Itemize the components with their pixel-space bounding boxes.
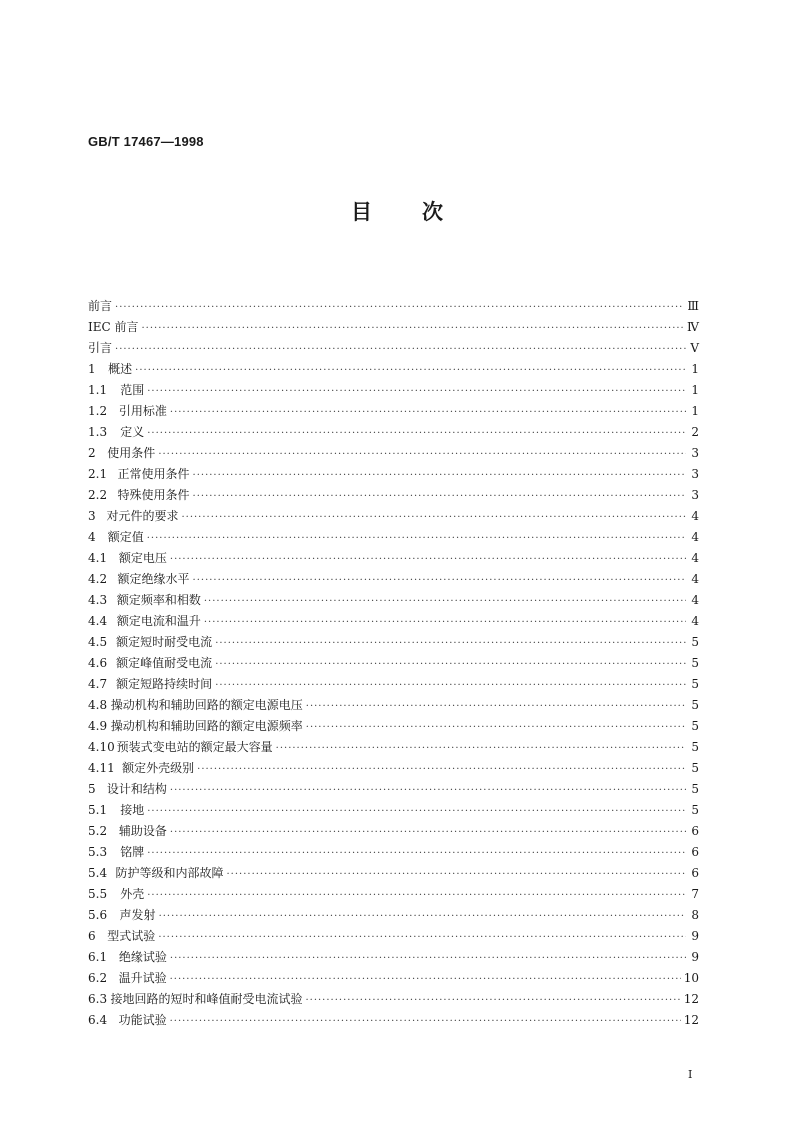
toc-dot-leader <box>115 339 686 360</box>
toc-dot-leader <box>193 570 686 591</box>
toc-dot-leader <box>170 402 686 423</box>
toc-entry-number: 2 <box>88 446 96 460</box>
toc-entry-number: 5.4 <box>88 866 108 880</box>
toc-dot-leader <box>147 528 686 549</box>
toc-entry-number: 5.1 <box>88 803 108 817</box>
toc-entry-page: Ⅳ <box>687 320 699 334</box>
toc-dot-leader <box>170 1011 681 1032</box>
toc-dot-leader <box>215 675 686 696</box>
toc-dot-leader <box>204 591 686 612</box>
toc-entry-number: 4.9 <box>88 719 108 733</box>
toc-entry-label: 辅助设备 <box>118 824 167 838</box>
toc-entry-number: 4.1 <box>88 551 108 565</box>
toc-entry-label: 概述 <box>108 362 133 376</box>
toc-entry-page: 6 <box>691 866 699 880</box>
toc-entry-page: 4 <box>691 572 699 586</box>
toc-entry[interactable] <box>88 989 699 1010</box>
toc-entry-label: 引言 <box>88 341 113 355</box>
toc-entry-page: 5 <box>691 698 699 712</box>
toc-entry[interactable] <box>88 590 699 611</box>
toc-entry-number: 3 <box>88 509 96 523</box>
toc-entry[interactable] <box>88 359 699 380</box>
toc-entry[interactable] <box>88 632 699 653</box>
toc-entry-number: 6.1 <box>88 950 108 964</box>
toc-entry[interactable] <box>88 863 699 884</box>
toc-entry-label: 外壳 <box>120 887 145 901</box>
toc-entry[interactable] <box>88 926 699 947</box>
toc-entry-number: 6 <box>88 929 96 943</box>
toc-entry-label: IEC 前言 <box>88 320 139 334</box>
toc-entry[interactable] <box>88 548 699 569</box>
toc-entry-label: 额定短时耐受电流 <box>116 635 213 649</box>
toc-entry-number: 6.2 <box>88 971 108 985</box>
toc-entry-label: 设计和结构 <box>106 782 167 796</box>
toc-entry-label: 额定频率和相数 <box>116 593 201 607</box>
toc-entry-page: 6 <box>691 845 699 859</box>
toc-entry-page: 8 <box>691 908 699 922</box>
toc-entry-label: 型式试验 <box>107 929 156 943</box>
toc-dot-leader <box>215 654 686 675</box>
toc-entry[interactable] <box>88 296 699 317</box>
toc-entry[interactable] <box>88 800 699 821</box>
toc-entry-page: 5 <box>691 677 699 691</box>
toc-entry-page: 10 <box>683 971 699 985</box>
toc-entry-label: 引用标准 <box>118 404 167 418</box>
toc-entry-label: 额定短路持续时间 <box>116 677 213 691</box>
toc-dot-leader <box>170 948 686 969</box>
toc-entry-page: 12 <box>683 992 699 1006</box>
toc-entry[interactable] <box>88 695 699 716</box>
toc-dot-leader <box>158 444 686 465</box>
toc-entry-page: 5 <box>691 635 699 649</box>
toc-entry-number: 4.10 <box>88 740 115 754</box>
toc-entry-label: 温升试验 <box>118 971 167 985</box>
page-title: 目次 <box>351 200 493 224</box>
toc-dot-leader <box>276 738 686 759</box>
toc-entry-page: 5 <box>691 803 699 817</box>
toc-entry-number: 5 <box>88 782 96 796</box>
toc-dot-leader <box>147 381 686 402</box>
toc-dot-leader <box>193 465 686 486</box>
toc-entry-number: 2.2 <box>88 488 108 502</box>
toc-entry-page: 3 <box>691 467 699 481</box>
toc-entry[interactable] <box>88 527 699 548</box>
toc-dot-leader <box>158 927 686 948</box>
toc-entry[interactable] <box>88 842 699 863</box>
toc-dot-leader <box>142 318 685 339</box>
toc-entry[interactable] <box>88 821 699 842</box>
toc-entry[interactable] <box>88 317 699 338</box>
toc-entry-label: 使用条件 <box>107 446 156 460</box>
toc-entry[interactable] <box>88 506 699 527</box>
toc-dot-leader <box>306 717 686 738</box>
toc-entry-label: 额定电流和温升 <box>116 614 201 628</box>
toc-entry[interactable] <box>88 1010 699 1031</box>
toc-entry[interactable] <box>88 716 699 737</box>
toc-entry[interactable] <box>88 464 699 485</box>
toc-dot-leader <box>170 780 686 801</box>
toc-entry-label: 额定绝缘水平 <box>117 572 190 586</box>
toc-entry-number: 4.6 <box>88 656 108 670</box>
toc-entry-label: 额定峰值耐受电流 <box>116 656 213 670</box>
toc-entry-page: 9 <box>691 950 699 964</box>
toc-entry[interactable] <box>88 968 699 989</box>
toc-entry-label: 操动机构和辅助回路的额定电源频率 <box>110 719 303 733</box>
toc-entry-label: 前言 <box>88 299 113 313</box>
toc-dot-leader <box>306 696 686 717</box>
toc-entry[interactable] <box>88 758 699 779</box>
toc-dot-leader <box>159 906 686 927</box>
toc-entry[interactable] <box>88 947 699 968</box>
toc-entry-page: Ⅲ <box>687 299 699 313</box>
toc-dot-leader <box>305 990 680 1011</box>
toc-dot-leader <box>197 759 686 780</box>
toc-entry-label: 额定外壳级别 <box>122 761 195 775</box>
toc-entry-page: 7 <box>691 887 699 901</box>
toc-entry-label: 定义 <box>120 425 145 439</box>
toc-entry-page: 5 <box>691 740 699 754</box>
document-code: GB/T 17467—1998 <box>88 134 204 149</box>
toc-entry[interactable] <box>88 569 699 590</box>
table-of-contents <box>88 296 699 1031</box>
toc-entry-number: 5.5 <box>88 887 108 901</box>
toc-entry[interactable] <box>88 674 699 695</box>
toc-entry-label: 正常使用条件 <box>117 467 190 481</box>
toc-entry[interactable] <box>88 380 699 401</box>
toc-entry-page: 9 <box>691 929 699 943</box>
toc-entry-label: 特殊使用条件 <box>117 488 190 502</box>
toc-entry-number: 4.3 <box>88 593 108 607</box>
toc-entry-page: 1 <box>691 404 699 418</box>
toc-dot-leader <box>147 843 686 864</box>
toc-entry-number: 1 <box>88 362 96 376</box>
toc-entry-page: 1 <box>691 362 699 376</box>
toc-entry-label: 防护等级和内部故障 <box>115 866 224 880</box>
toc-entry-page: 4 <box>691 614 699 628</box>
page-number: I <box>688 1068 693 1081</box>
toc-dot-leader <box>115 297 684 318</box>
toc-dot-leader <box>181 507 686 528</box>
toc-dot-leader <box>147 885 686 906</box>
toc-entry-number: 4.8 <box>88 698 108 712</box>
toc-entry-page: Ⅴ <box>690 341 699 355</box>
toc-dot-leader <box>135 360 686 381</box>
toc-dot-leader <box>147 801 686 822</box>
toc-entry-number: 2.1 <box>88 467 108 481</box>
toc-entry[interactable] <box>88 737 699 758</box>
toc-entry-number: 4.2 <box>88 572 108 586</box>
toc-entry-label: 额定电压 <box>118 551 167 565</box>
toc-entry[interactable] <box>88 401 699 422</box>
toc-entry[interactable] <box>88 422 699 443</box>
toc-entry-label: 对元件的要求 <box>106 509 179 523</box>
toc-entry-label: 铭牌 <box>120 845 145 859</box>
toc-dot-leader <box>193 486 686 507</box>
toc-entry-number: 6.3 <box>88 992 108 1006</box>
toc-entry-number: 1.2 <box>88 404 108 418</box>
toc-entry-label: 操动机构和辅助回路的额定电源电压 <box>110 698 303 712</box>
toc-entry-number: 1.3 <box>88 425 108 439</box>
toc-entry-number: 6.4 <box>88 1013 108 1027</box>
toc-dot-leader <box>170 549 686 570</box>
toc-entry-page: 5 <box>691 719 699 733</box>
toc-dot-leader <box>147 423 686 444</box>
toc-entry-number: 5.3 <box>88 845 108 859</box>
toc-entry-number: 4.4 <box>88 614 108 628</box>
toc-entry-number: 5.6 <box>88 908 108 922</box>
toc-entry[interactable] <box>88 443 699 464</box>
toc-entry-number: 1.1 <box>88 383 108 397</box>
toc-entry-number: 4.7 <box>88 677 108 691</box>
toc-entry-page: 2 <box>691 425 699 439</box>
toc-dot-leader <box>170 822 686 843</box>
toc-entry-number: 4.5 <box>88 635 108 649</box>
toc-entry-page: 1 <box>691 383 699 397</box>
toc-entry[interactable] <box>88 884 699 905</box>
toc-entry-page: 4 <box>691 509 699 523</box>
toc-dot-leader <box>170 969 681 990</box>
toc-entry-label: 声发射 <box>119 908 156 922</box>
toc-dot-leader <box>215 633 686 654</box>
toc-entry-page: 4 <box>691 593 699 607</box>
toc-entry-label: 额定值 <box>107 530 144 544</box>
toc-entry-label: 绝缘试验 <box>118 950 167 964</box>
toc-entry-label: 接地 <box>120 803 145 817</box>
toc-entry-page: 5 <box>691 782 699 796</box>
toc-entry-label: 接地回路的短时和峰值耐受电流试验 <box>110 992 303 1006</box>
toc-entry-page: 5 <box>691 656 699 670</box>
toc-entry-page: 5 <box>691 761 699 775</box>
toc-entry[interactable] <box>88 338 699 359</box>
toc-entry-page: 3 <box>691 446 699 460</box>
toc-entry-label: 功能试验 <box>118 1013 167 1027</box>
toc-entry-page: 3 <box>691 488 699 502</box>
toc-entry-page: 12 <box>683 1013 699 1027</box>
toc-entry[interactable] <box>88 905 699 926</box>
toc-entry-number: 4.11 <box>88 761 115 775</box>
toc-entry-number: 5.2 <box>88 824 108 838</box>
toc-entry-page: 4 <box>691 530 699 544</box>
toc-dot-leader <box>227 864 687 885</box>
toc-entry-number: 4 <box>88 530 96 544</box>
toc-entry[interactable] <box>88 779 699 800</box>
toc-entry-page: 6 <box>691 824 699 838</box>
toc-entry[interactable] <box>88 653 699 674</box>
toc-entry-page: 4 <box>691 551 699 565</box>
toc-entry-label: 范围 <box>120 383 145 397</box>
toc-entry[interactable] <box>88 485 699 506</box>
toc-entry[interactable] <box>88 611 699 632</box>
toc-entry-label: 预装式变电站的额定最大容量 <box>116 740 273 754</box>
toc-dot-leader <box>204 612 686 633</box>
